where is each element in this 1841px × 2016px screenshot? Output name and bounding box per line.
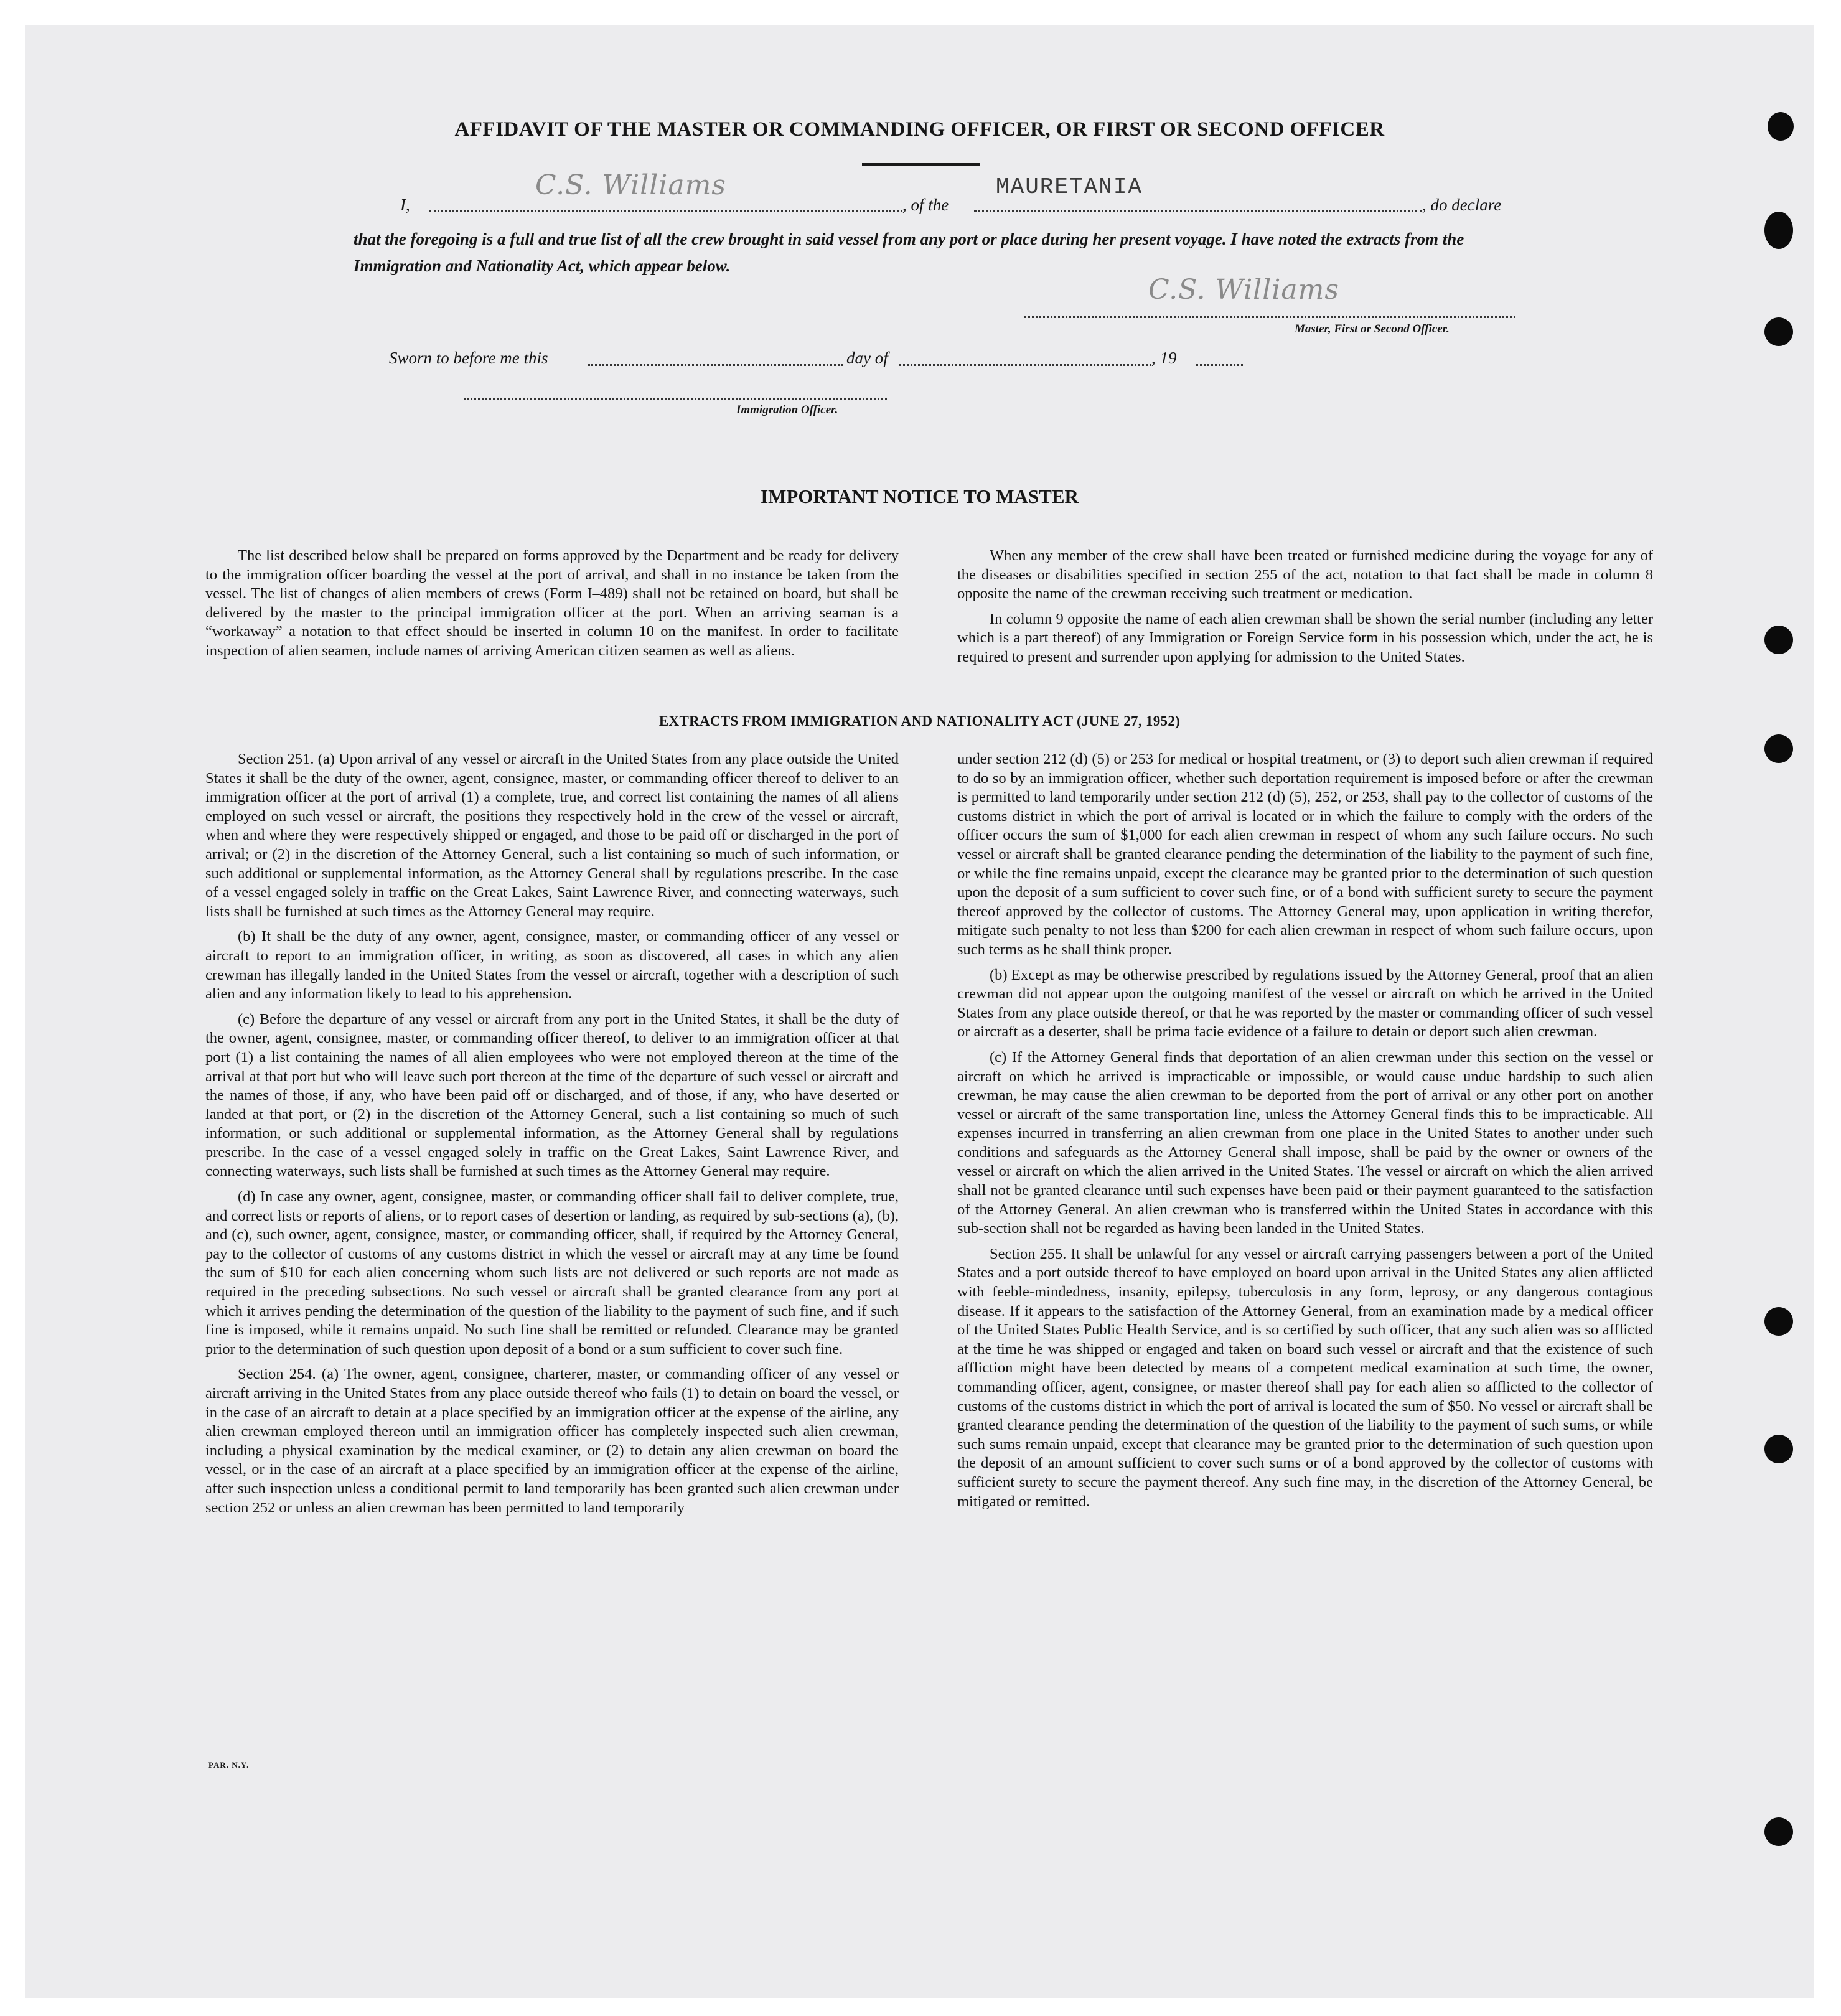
- officer-caption: Immigration Officer.: [736, 403, 838, 416]
- section-paragraph: (b) It shall be the duty of any owner, agent, consignee, master, or commanding officer of any vessel or aircraft to report to an immigration officer, in writing, as soon as discovered, all cases in which any alien crewman has illegally landed in the United States from the vessel or aircraft, together with a description of such alien and any information likely to lead to his apprehension.: [205, 928, 899, 1003]
- notice-left-column: [205, 546, 899, 667]
- section-paragraph: Section 254. (a) The owner, agent, consignee, charterer, master, or commanding officer of any vessel or aircraft arriving in the United States from any place outside thereof who fails (1) to detain on board the vessel, or in the case of an aircraft to detain at a place specified by an immigration officer at the expense of the airline, any alien crewman employed thereon until an immigration officer has completely inspected such alien crewman, including a physical examination by the medical examiner, or (2) to detain any alien crewman on board the vessel, or in the case of an aircraft at a place specified by an immigration officer at the expense of the airline, after such inspection unless a conditional permit to land temporarily has been granted such alien crewman under section 252 or unless an alien crewman has been permitted to land temporarily: [205, 1366, 899, 1516]
- printer-mark: PAR. N.Y.: [208, 1760, 250, 1770]
- section-paragraph: under section 212 (d) (5) or 253 for medical or hospital treatment, or (3) to deport such alien crewman if required to do so by an immigration officer, whether such deportation requirement is imposed before or after the crewman is permitted to land temporarily under section 212 (d) (5), 252, or 253, shall pay to the collector of customs of the customs district in which the port of arrival is located or in which the failure to comply with the orders of the officer occurs the sum of $1,000 for each alien crewman in respect of whom any such failure occurs. No such vessel or aircraft shall be granted clearance pending the determination of the liability to the payment of such fine, or while the fine remains unpaid, except the clearance may be granted prior to the determination of such question upon the deposit of a sum sufficient to cover such fine, or of a bond with sufficient surety to secure the payment thereof approved by the collector of customs. The Attorney General may, upon application in writing therefor, mitigate such penalty to not less than $200 for each alien crewman in respect of whom such failure occurs, upon such terms as he shall think proper.: [957, 751, 1653, 958]
- master-caption: Master, First or Second Officer.: [1295, 322, 1450, 335]
- extracts-title: EXTRACTS FROM IMMIGRATION AND NATIONALITY ACT (JUNE 27, 1952): [658, 713, 1181, 729]
- notice-title: IMPORTANT NOTICE TO MASTER: [761, 485, 1079, 507]
- notice-paragraph: When any member of the crew shall have been treated or furnished medicine during the voyage for any of the diseases or disabilities specified in section 255 of the act, notation to that fact shall be made in column 8 opposite the name of the crewman receiving such treatment or medication.: [957, 547, 1653, 602]
- sworn-day-line: [588, 364, 843, 366]
- section-paragraph: (c) If the Attorney General finds that deportation of an alien crewman under this section on the vessel or aircraft on which he arrived is impracticable or impossible, or would cause undue hardship to such alien crewman, he may cause the alien crewman to be deported from the port of arrival or any other port on another vessel or aircraft of the same transportation line, unless the Attorney General finds this to be impracticable. All expenses incurred in transferring an alien crewman from one place in the United States to another under such conditions and safeguards as the Attorney General shall impose, shall be paid by the owner or owners of the vessel or aircraft on which the alien arrived in the United States. The vessel or aircraft on which the alien arrived shall not be granted clearance until such expenses have been paid or their payment guaranteed to the satisfaction of the Attorney General. An alien crewman who is transferred within the United States in accordance with this sub-section shall not be regarded as having been landed in the United States.: [957, 1048, 1653, 1237]
- document-page: [25, 25, 1814, 1998]
- vessel-line: [974, 210, 1422, 212]
- punch-hole: [1764, 626, 1793, 654]
- of-the-label: , of the: [902, 195, 949, 214]
- name-line: [429, 210, 902, 212]
- master-signature-line: [1024, 316, 1515, 318]
- punch-hole: [1764, 317, 1793, 346]
- punch-hole: [1764, 734, 1793, 763]
- section-paragraph: Section 251. (a) Upon arrival of any vessel or aircraft in the United States from any place outside the United States it shall be the duty of the owner, agent, consignee, master, or commanding officer thereof to deliver to an immigration officer at the port of arrival (1) a complete, true, and correct list containing the names of all aliens employed on such vessel or aircraft, the positions they respectively hold in the crew of the vessel or aircraft, when and where they were respectively shipped or engaged, and those to be paid off or discharged in the port of arrival; or (2) in the discretion of the Attorney General, such a list containing so much of such information, or such additional or supplemental information, as the Attorney General shall by regulations prescribe. In the case of a vessel engaged solely in traffic on the Great Lakes, Saint Lawrence River, and connecting waterways, such lists shall be furnished at such times as the Attorney General may require.: [205, 751, 899, 920]
- master-signature: C.S. Williams: [1148, 274, 1339, 306]
- punch-hole: [1764, 1817, 1793, 1846]
- vessel-name-stamp: MAURETANIA: [996, 174, 1143, 200]
- punch-hole: [1764, 212, 1793, 249]
- officer-signature-line: [464, 398, 887, 400]
- sworn-year-line: [1196, 364, 1243, 366]
- punch-hole: [1764, 1435, 1793, 1463]
- section-paragraph: Section 255. It shall be unlawful for any vessel or aircraft carrying passengers between a port of the United States and a port outside thereof to have employed on board upon arrival in the United States any alien afflicted with feeble-mindedness, insanity, epilepsy, tuberculosis in any form, leprosy, or any dangerous contagious disease. If it appears to the satisfaction of the Attorney General, from an examination made by a medical officer of the United States Public Health Service, and is so certified by such officer, that any such alien was so afflicted at the time he was shipped or engaged and taken on board such vessel or aircraft and that the existence of such affliction might have been detected by means of a competent medical examination at such time, the owner, commanding officer, agent, consignee, or master thereof shall pay for each alien so afflicted to the collector of customs of the customs district in which the port of arrival is located the sum of $50. No vessel or aircraft shall be granted clearance pending the determination of the question of the liability to the payment of such sums, or while such sums remain unpaid, except that clearance may be granted prior to the determination of such question upon the deposit of an amount sufficient to cover such sums or of a bond approved by the collector of customs with sufficient surety to secure the payment thereof. Any such fine may, in the discretion of the Attorney General, be mitigated or remitted.: [957, 1245, 1653, 1510]
- punch-hole: [1764, 1307, 1793, 1336]
- title-underline: [862, 163, 980, 166]
- i-label: I,: [400, 195, 410, 214]
- section-paragraph: (d) In case any owner, agent, consignee, master, or commanding officer shall fail to deliver complete, true, and correct lists or reports of aliens, or to report cases of desertion or landing, as required by sub-sections (a), (b), and (c), such owner, agent, consignee, master, or commanding officer, shall, if required by the Attorney General, pay to the collector of customs of any customs district in which the vessel or aircraft may at any time be found the sum of $10 for each alien concerning whom such lists are not delivered or such reports are not made as required in the preceding subsections. No such vessel or aircraft shall be granted clearance from any port at which it arrives pending the determination of the question of the liability to the payment of such fine, and if such fine is imposed, while it remains unpaid. No such fine shall be remitted or refunded. Clearance may be granted prior to the determination of such question upon deposit of a bond or a sum sufficient to cover such fine.: [205, 1188, 899, 1357]
- do-declare-label: , do declare: [1422, 195, 1502, 214]
- sworn-month-line: [899, 364, 1151, 366]
- master-name-signature: C.S. Williams: [535, 169, 726, 201]
- day-of-label: day of: [846, 349, 888, 367]
- declaration-text: that the foregoing is a full and true list of all the crew brought in said vessel from any port or place during her present voyage. I have noted the extracts from the Immigration and Nationality Act, which appear below.: [354, 230, 1464, 275]
- extracts-right-column: [957, 750, 1653, 1517]
- notice-paragraph: The list described below shall be prepared on forms approved by the Department and be ready for delivery to the immigration officer boarding the vessel at the port of arrival, and shall in no instance be taken from the vessel. The list of changes of alien members of crews (Form I–489) shall not be retained on board, but shall be delivered by the master to the principal immigration officer at the port. When an arriving seaman is a “workaway” a notation to that effect should be inserted in column 10 on the manifest. In order to facilitate inspection of alien seamen, include names of arriving American citizen seamen as well as aliens.: [205, 547, 899, 659]
- affidavit-title: AFFIDAVIT OF THE MASTER OR COMMANDING OFFICER, OR FIRST OR SECOND OFFICER: [454, 118, 1385, 141]
- year-label: , 19: [1151, 349, 1177, 367]
- sworn-label: Sworn to before me this: [389, 349, 548, 367]
- section-paragraph: (c) Before the departure of any vessel or aircraft from any port in the United States, it shall be the duty of the owner, agent, consignee, master, or commanding officer thereof, to deliver to an immigration officer at that port (1) a list containing the names of all alien employees who were not employed thereon at the time of the arrival at that port but who will leave such port thereon at the time of the departure of such vessel or aircraft and the names of those, if any, who have been paid off or discharged, and of those, if any, who have deserted or landed at that port, or (2) in the discretion of the Attorney General, such a list containing so much of such information, or such additional or supplemental information, as the Attorney General shall by regulations prescribe. In the case of a vessel engaged solely in traffic on the Great Lakes, Saint Lawrence River, and connecting waterways, such lists shall be furnished at such times as the Attorney General may require.: [205, 1010, 899, 1180]
- extracts-left-column: [205, 750, 899, 1524]
- section-paragraph: (b) Except as may be otherwise prescribed by regulations issued by the Attorney General, proof that an alien crewman did not appear upon the outgoing manifest of the vessel or aircraft on which he arrived in the United States from any place outside thereof, or that he was reported by the master or commanding officer of such vessel or aircraft as a deserter, shall be prima facie evidence of a failure to detain or deport such alien crewman.: [957, 966, 1653, 1041]
- notice-right-column: [957, 546, 1653, 673]
- notice-paragraph: In column 9 opposite the name of each alien crewman shall be shown the serial number (including any letter which is a part thereof) of any Immigration or Foreign Service form in his possession which, under the act, he is required to present and surrender upon applying for admission to the United States.: [957, 610, 1653, 665]
